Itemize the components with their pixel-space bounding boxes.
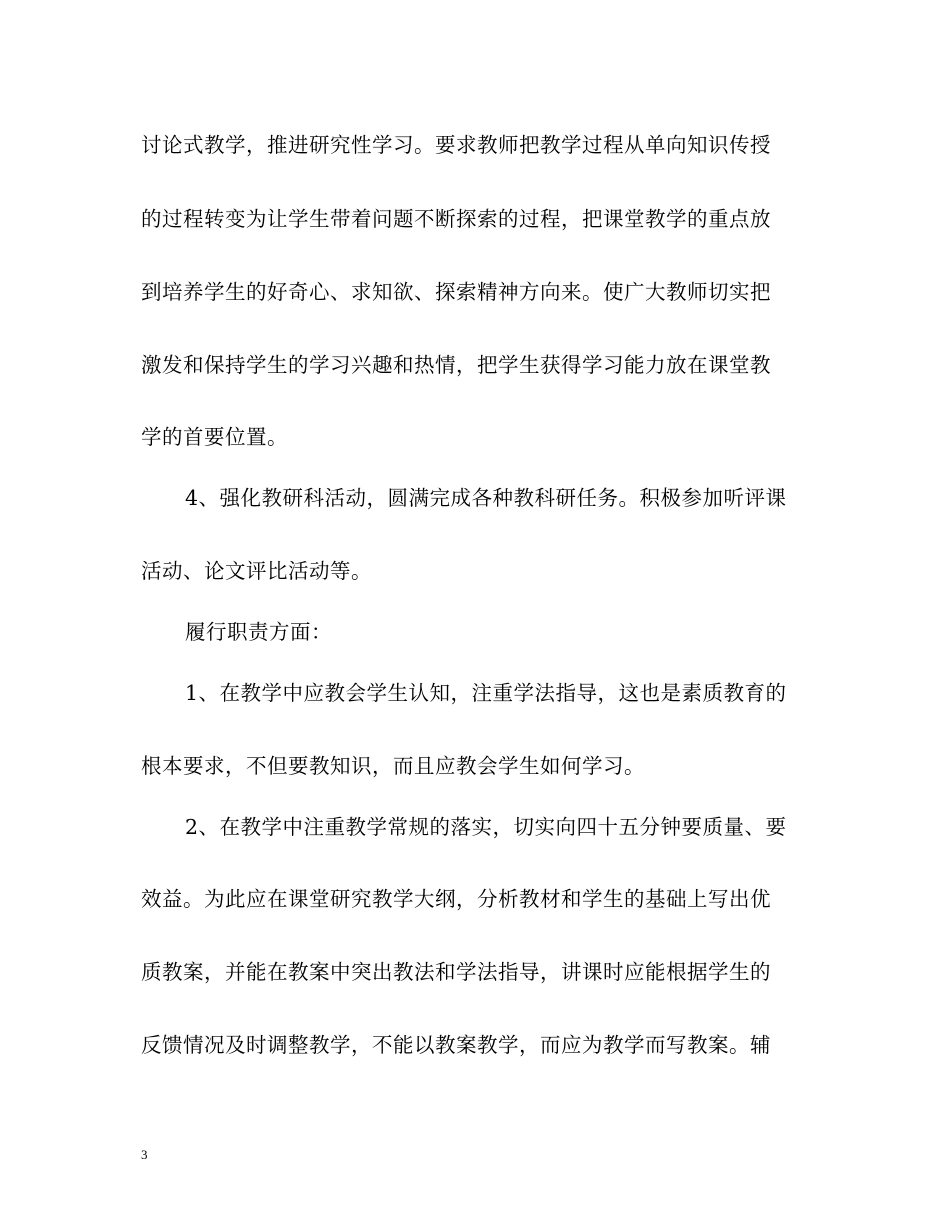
body-text-line: 到培养学生的好奇心、求知欲、探索精神方向来。使广大教师切实把 (141, 280, 771, 304)
body-text-line: 反馈情况及时调整教学，不能以教案教学，而应为教学而写教案。辅 (141, 1033, 771, 1057)
body-text-line: 活动、论文评比活动等。 (141, 559, 372, 583)
body-text-line: 激发和保持学生的学习兴趣和热情，把学生获得学习能力放在课堂教 (141, 353, 771, 377)
body-text-line: 根本要求，不但要教知识，而且应教会学生如何学习。 (141, 754, 645, 778)
body-text-line: 效益。为此应在课堂研究教学大纲，分析教材和学生的基础上写出优 (141, 887, 771, 911)
section-heading: 履行职责方面： (185, 620, 332, 644)
body-text-line: 质教案，并能在教案中突出教法和学法指导，讲课时应能根据学生的 (141, 960, 771, 984)
list-item-line: 1、在教学中应教会学生认知，注重学法指导，这也是素质教育的 (185, 681, 787, 705)
body-text-line: 讨论式教学，推进研究性学习。要求教师把教学过程从单向知识传授 (141, 133, 771, 157)
body-text-line: 学的首要位置。 (141, 425, 288, 449)
body-text-line: 的过程转变为让学生带着问题不断探索的过程，把课堂教学的重点放 (141, 207, 771, 231)
list-item-line: 2、在教学中注重教学常规的落实，切实向四十五分钟要质量、要 (185, 815, 787, 839)
page-number: 3 (141, 1147, 148, 1162)
list-item-line: 4、强化教研科活动，圆满完成各种教科研任务。积极参加听评课 (185, 486, 787, 510)
